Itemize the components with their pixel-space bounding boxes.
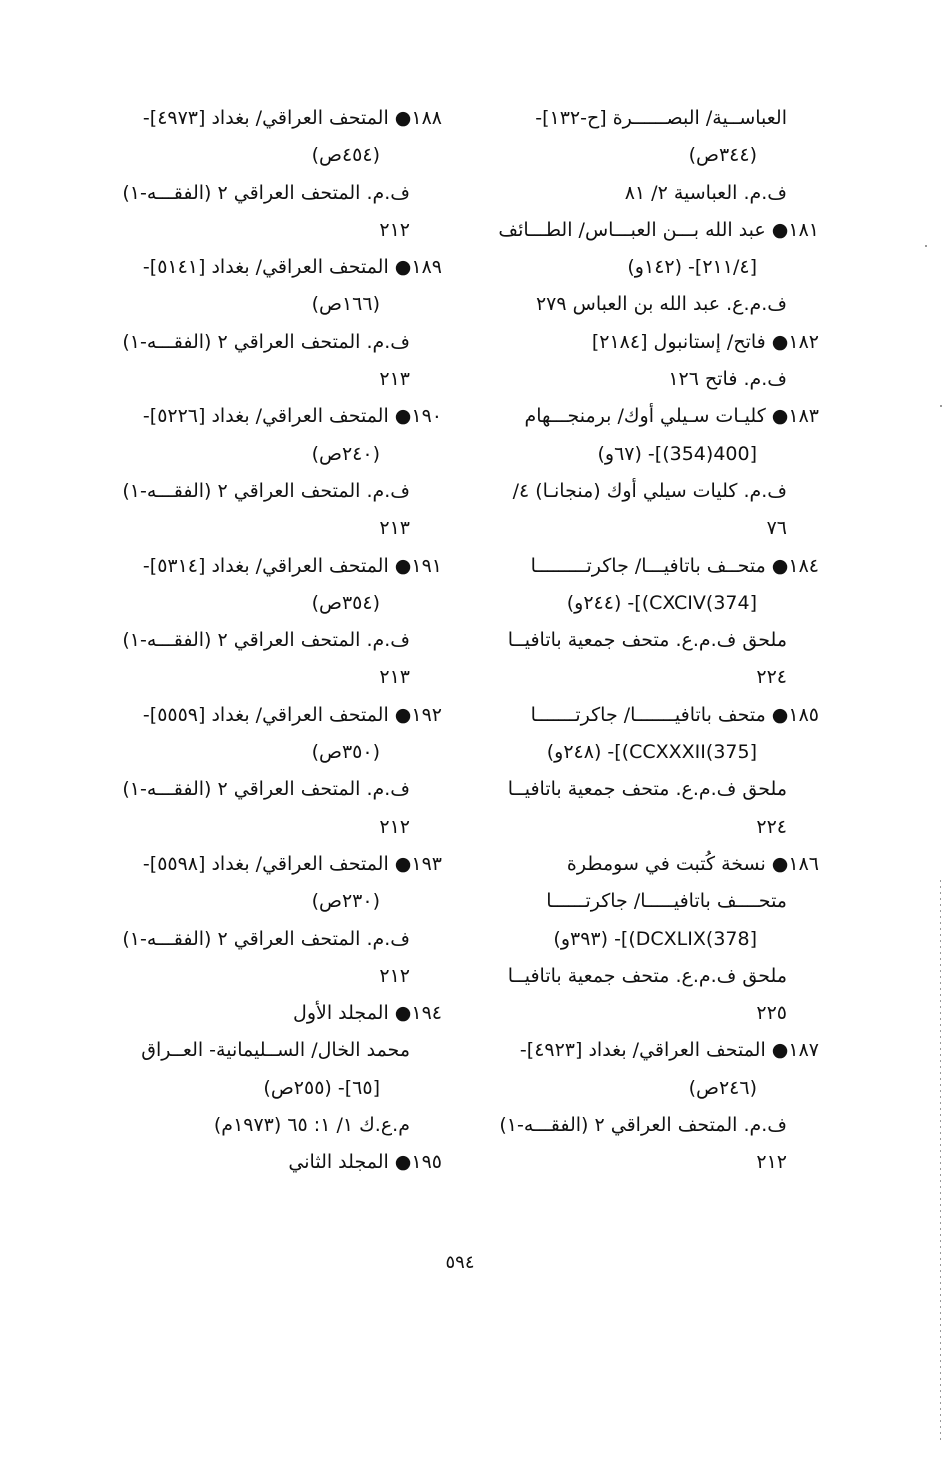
entry-heading-line: ١٨٩● المتحف العراقي/ بغداد [٥١٤١]- <box>142 256 442 279</box>
entry-text-line: م.ع.ك ١/ ١: ٦٥ (١٩٧٣م) <box>213 1114 410 1137</box>
entry-heading-line: ١٩٤● المجلد الأول <box>293 1002 442 1025</box>
entry-text-line: ف.م. المتحف العراقي ٢ (الفقـــه-١) <box>122 479 410 502</box>
left-column <box>92 100 442 1182</box>
right-column <box>469 100 819 1182</box>
entry-heading-line: ١٨٢● فاتح/ إستانبول [٢١٨٤] <box>591 330 819 353</box>
entry-text-line: [378)DCXLIX)]- (٣٩٣و) <box>553 927 757 950</box>
entry-heading-line: ١٨٤● متحــف باتافيـــا/ جاكرتـــــــــا <box>530 554 819 577</box>
entry-text-line: ٢١٢ <box>756 1151 787 1174</box>
entry-heading-line: ١٩٣● المتحف العراقي/ بغداد [٥٥٩٨]- <box>142 852 442 875</box>
entry-heading-line: ١٨٨● المتحف العراقي/ بغداد [٤٩٧٣]- <box>142 107 442 129</box>
entry-text-line: ٢٢٤ <box>756 666 787 689</box>
entry-text-line: [400(354)]- (٦٧و) <box>597 442 757 465</box>
entry-text-line: متحــــف باتافيـــــا/ جاكرتــــــا <box>546 890 787 913</box>
entry-text-line: ملحق ف.م.ع. متحف جمعية باتافيــا <box>507 964 787 987</box>
entry-text-line: (٢٣٠ص) <box>311 890 380 913</box>
entry-heading-line: ١٩٢● المتحف العراقي/ بغداد [٥٥٥٩]- <box>142 703 442 726</box>
entry-heading-line: ١٨١● عبد الله بـــن العبـــاس/ الطـــائف <box>498 218 819 241</box>
entry-text-line: [٦٥]- (٢٥٥ص) <box>263 1076 380 1099</box>
entry-text-line: ملحق ف.م.ع. متحف جمعية باتافيــا <box>507 778 787 801</box>
scan-speck <box>940 405 942 407</box>
entry-text-line: (٢٤٦ص) <box>688 1076 757 1099</box>
entry-text-line: ف.م. المتحف العراقي ٢ (الفقـــه-١) <box>122 181 410 204</box>
entry-text-line: ف.م. المتحف العراقي ٢ (الفقـــه-١) <box>499 1114 787 1137</box>
entry-text-line: ف.م. العباسية ٢/ ٨١ <box>624 181 787 204</box>
entry-text-line: ٢٢٤ <box>756 815 787 838</box>
entry-text-line: (٢٤٠ص) <box>311 442 380 465</box>
entry-text-line: (٣٥٤ص) <box>311 591 380 614</box>
entry-text-line: العباســية/ البصــــــرة [ح-١٣٢]- <box>535 107 787 129</box>
entry-text-line: (٤٥٤ص) <box>311 144 380 167</box>
entry-text-line: (٣٤٤ص) <box>688 144 757 167</box>
entry-text-line: ٢١٢ <box>379 815 410 838</box>
entry-text-line: ف.م. المتحف العراقي ٢ (الفقـــه-١) <box>122 330 410 353</box>
entry-text-line: ٢١٢ <box>379 964 410 987</box>
entry-heading-line: ١٩١● المتحف العراقي/ بغداد [٥٣١٤]- <box>142 554 442 577</box>
entry-text-line: [374)CXCIV)]- (٢٤٤و) <box>566 591 757 614</box>
entry-text-line: ف.م.ع. عبد الله بن العباس ٢٧٩ <box>535 293 787 316</box>
entry-heading-line: ١٨٧● المتحف العراقي/ بغداد [٤٩٢٣]- <box>519 1039 819 1062</box>
entry-text-line: ف.م. المتحف العراقي ٢ (الفقـــه-١) <box>122 629 410 652</box>
entry-text-line: (٣٥٠ص) <box>311 741 380 764</box>
entry-text-line: ف.م. كليات سيلي أوك (منجانـا) ٤/ <box>512 479 787 502</box>
scan-speck <box>925 245 927 247</box>
entry-text-line: ٢١٣ <box>379 517 410 540</box>
entry-text-line: ٢١٢ <box>379 218 410 241</box>
entry-text-line: [٢١١/٤]- (١٤٢و) <box>627 256 757 279</box>
entry-text-line: ف.م. المتحف العراقي ٢ (الفقـــه-١) <box>122 927 410 950</box>
entry-text-line: ٧٦ <box>766 517 787 540</box>
entry-text-line: ملحق ف.م.ع. متحف جمعية باتافيــا <box>507 629 787 652</box>
entry-text-line: (١٦٦ص) <box>311 293 380 316</box>
entry-heading-line: ١٨٣● كليـات سـيلي أوك/ برمنجـــهام <box>524 405 819 428</box>
entry-text-line: ف.م. فاتح ١٢٦ <box>668 368 787 391</box>
entry-heading-line: ١٩٥● المجلد الثاني <box>288 1151 442 1174</box>
entry-heading-line: ١٨٥● متحف باتافيـــــــا/ جاكرتـــــــا <box>530 703 819 726</box>
entry-heading-line: ١٩٠● المتحف العراقي/ بغداد [٥٢٢٦]- <box>142 405 442 428</box>
scan-edge-marks <box>940 880 941 1440</box>
entry-text-line: ف.م. المتحف العراقي ٢ (الفقـــه-١) <box>122 778 410 801</box>
entry-text-line: ٢١٣ <box>379 368 410 391</box>
entry-text-line: ٢١٣ <box>379 666 410 689</box>
entry-text-line: محمد الخال/ الســليمانية- العــراق <box>141 1039 410 1062</box>
entry-text-line: ٢٢٥ <box>756 1002 787 1025</box>
entry-text-line: [375)CCXXXII)]- (٢٤٨و) <box>546 741 757 764</box>
page-number: ٥٩٤ <box>445 1252 475 1273</box>
entry-heading-line: ١٨٦● نسخة كُتبت في سومطرة <box>566 852 819 875</box>
